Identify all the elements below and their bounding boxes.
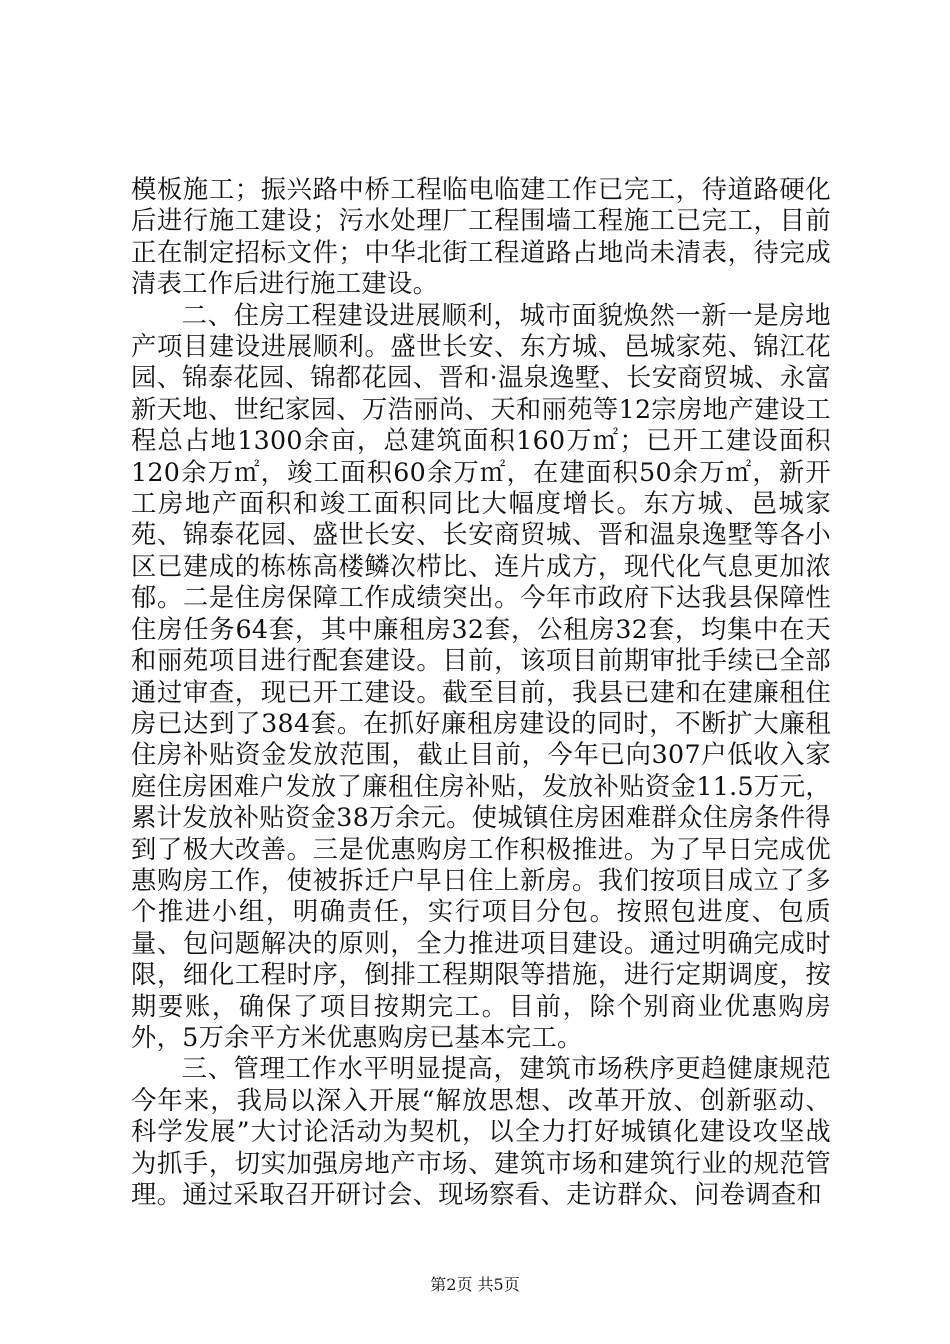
paragraph-continuation: 模板施工；振兴路中桥工程临电临建工作已完工，待道路硬化后进行施工建设；污水处理厂工程围墙工程施工已完工，目前正在制定招标文件；中华北街工程道路占地尚未清表，待完成清表工作后进行施工建设。 <box>131 175 831 299</box>
document-body <box>131 174 831 1210</box>
paragraph-housing-construction: 二、住房工程建设进展顺利，城市面貌焕然一新一是房地产项目建设进展顺利。盛世长安、东方城、邑城家苑、锦江花园、锦泰花园、锦都花园、晋和·温泉逸墅、长安商贸城、永富新天地、世纪家园、万浩丽尚、天和丽苑等12宗房地产建设工程总占地1300余亩，总建筑面积160万㎡；已开工建设面积120余万㎡，竣工面积60余万㎡，在建面积50余万㎡，新开工房地产面积和竣工面积同比大幅度增长。东方城、邑城家苑、锦泰花园、盛世长安、长安商贸城、晋和温泉逸墅等各小区已建成的栋栋高楼鳞次栉比、连片成方，现代化气息更加浓郁。二是住房保障工作成绩突出。今年市政府下达我县保障性住房任务64套，其中廉租房32套，公租房32套，均集中在天和丽苑项目进行配套建设。目前，该项目前期审批手续已全部通过审查，现已开工建设。截至目前，我县已建和在建廉租住房已达到了384套。在抓好廉租房建设的同时，不断扩大廉租住房补贴资金发放范围，截止目前，今年已向307户低收入家庭住房困难户发放了廉租住房补贴，发放补贴资金11.5万元，累计发放补贴资金38万余元。使城镇住房困难群众住房条件得到了极大改善。三是优惠购房工作积极推进。为了早日完成优惠购房工作，使被拆迁户早日住上新房。我们按项目成立了多个推进小组，明确责任，实行项目分包。按照包进度、包质量、包问题解决的原则，全力推进项目建设。通过明确完成时限，细化工程时序，倒排工程期限等措施，进行定期调度，按期要账，确保了项目按期完工。目前，除个别商业优惠购房外，5万余平方米优惠购房已基本完工。 <box>131 300 831 1052</box>
paragraph-management-work: 三、管理工作水平明显提高，建筑市场秩序更趋健康规范今年来，我局以深入开展“解放思想、改革开放、创新驱动、科学发展”大讨论活动为契机，以全力打好城镇化建设攻坚战为抓手，切实加强房地产市场、建筑市场和建筑行业的规范管理。通过采取召开研讨会、现场察看、走访群众、问卷调查和 <box>131 1054 831 1209</box>
page-number-footer: 第2页 共5页 <box>430 1275 520 1294</box>
